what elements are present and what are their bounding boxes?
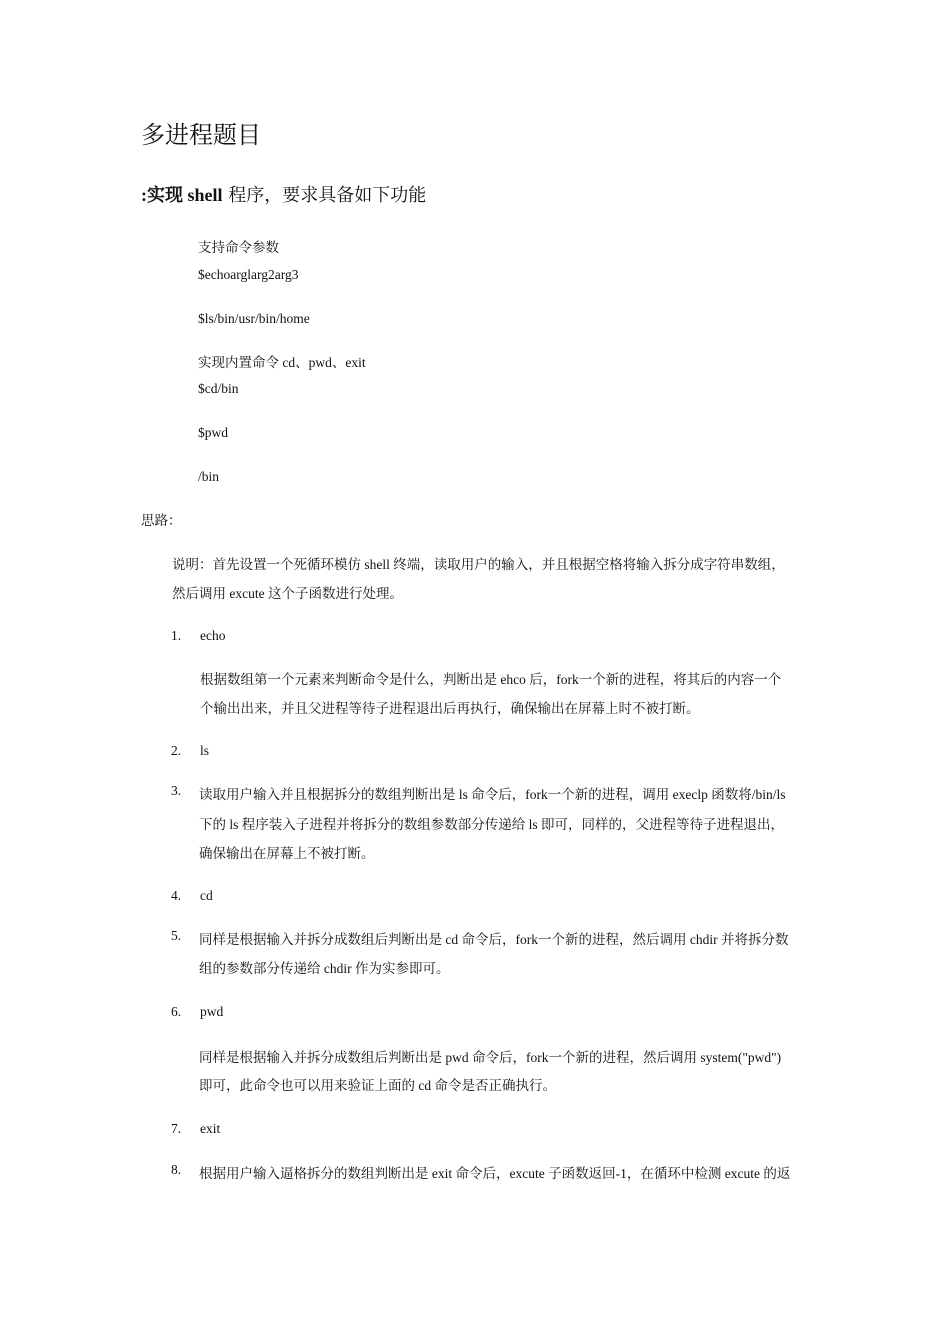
- task-heading-rest: 程序，要求具备如下功能: [222, 185, 427, 206]
- explain-line-1: 说明：首先设置一个死循环模仿 shell 终端，读取用户的输入，并且根据空格将输入拆分成字符串数组，: [172, 557, 785, 572]
- list-item-number: 1.: [171, 628, 182, 643]
- ls-desc-line-1: 读取用户输入并且根据拆分的数组判断出是 ls 命令后，fork一个新的进程，调用 execlp 函数将/bin/ls: [199, 787, 786, 802]
- task-heading-prefix: :实现: [141, 185, 188, 205]
- pwd-desc-line-1: 同样是根据输入并拆分成数组后判断出是 pwd 命令后，fork一个新的进程，然后调用 system("pwd"): [199, 1050, 782, 1065]
- task-heading-bold: shell: [187, 185, 223, 205]
- req1-heading: 支持命令参数: [198, 240, 279, 255]
- list-item-number: 2.: [171, 743, 182, 758]
- page-title: 多进程题目: [141, 121, 261, 149]
- list-item-ls: ls: [200, 743, 210, 758]
- list-item-cd: cd: [200, 888, 213, 903]
- req2-example-cd: $cd/bin: [198, 381, 239, 396]
- list-item-number: 6.: [171, 1004, 182, 1019]
- list-item-number: 5.: [171, 928, 182, 943]
- task-heading: [141, 181, 426, 207]
- exit-desc-line-1: 根据用户输入逼格拆分的数组判断出是 exit 命令后，excute 子函数返回-1，在循环中检测 excute 的返: [199, 1166, 791, 1181]
- list-item-echo: echo: [200, 628, 226, 643]
- echo-desc-line-1: 根据数组第一个元素来判断命令是什么，判断出是 ehco 后，fork一个新的进程，将其后的内容一个: [200, 672, 782, 687]
- ls-desc-line-2: 下的 ls 程序装入子进程并将拆分的数组参数部分传递给 ls 即可，同样的，父进程等待子进程退出，: [199, 817, 785, 832]
- list-item-number: 4.: [171, 888, 182, 903]
- list-item-exit: exit: [200, 1121, 221, 1136]
- req2-heading: 实现内置命令 cd、pwd、exit: [198, 355, 366, 370]
- list-item-number: 8.: [171, 1162, 182, 1177]
- explain-line-2: 然后调用 excute 这个子函数进行处理。: [172, 586, 403, 601]
- echo-desc-line-2: 个输出出来，并且父进程等待子进程退出后再执行，确保输出在屏幕上时不被打断。: [200, 701, 700, 716]
- cd-desc-line-2: 组的参数部分传递给 chdir 作为实参即可。: [199, 961, 450, 976]
- list-item-number: 7.: [171, 1121, 182, 1136]
- ls-desc-line-3: 确保输出在屏幕上不被打断。: [199, 846, 375, 861]
- list-item-number: 3.: [171, 783, 182, 798]
- req2-example-pwd: $pwd: [198, 425, 228, 440]
- req1-example-echo: $echoarglarg2arg3: [198, 267, 299, 282]
- thoughts-label: 思路：: [141, 513, 182, 528]
- req1-example-ls: $ls/bin/usr/bin/home: [198, 311, 310, 326]
- cd-desc-line-1: 同样是根据输入并拆分成数组后判断出是 cd 命令后，fork一个新的进程，然后调用 chdir 并将拆分数: [199, 932, 789, 947]
- pwd-desc-line-2: 即可，此命令也可以用来验证上面的 cd 命令是否正确执行。: [199, 1078, 556, 1093]
- list-item-pwd: pwd: [200, 1004, 224, 1019]
- req2-example-output: /bin: [198, 469, 220, 484]
